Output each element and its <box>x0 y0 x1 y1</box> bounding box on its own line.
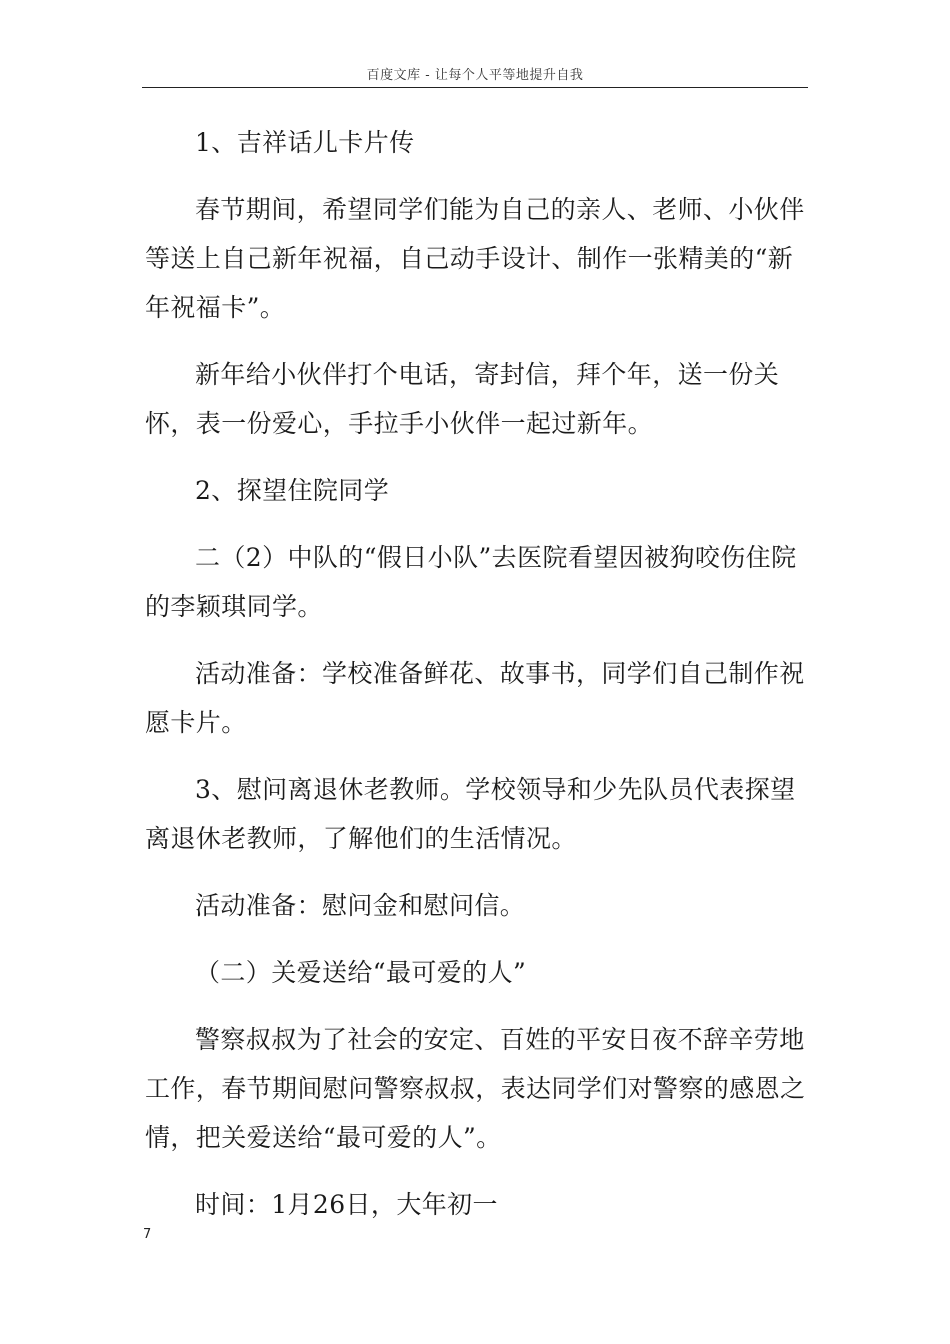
heading-greeting-cards: 1、吉祥话儿卡片传 <box>195 128 415 157</box>
paragraph-call-friends: 新年给小伙伴打个电话，寄封信，拜个年，送一份关怀，表一份爱心，手拉手小伙伴一起过新年。 <box>145 360 780 438</box>
page-number: 7 <box>143 1227 152 1242</box>
document-body <box>145 118 807 1247</box>
section-heading-care: （二）关爱送给“最可爱的人” <box>195 958 527 987</box>
paragraph-activity-prep-1: 活动准备：学校准备鲜花、故事书，同学们自己制作祝愿卡片。 <box>145 659 805 737</box>
heading-visit-hospital: 2、探望住院同学 <box>195 476 390 505</box>
paragraph-holiday-squad: 二（2）中队的“假日小队”去医院看望因被狗咬伤住院的李颖琪同学。 <box>145 543 797 621</box>
page-header: 百度文库 - 让每个人平等地提升自我 <box>366 68 584 83</box>
paragraph-greeting-card-description: 春节期间，希望同学们能为自己的亲人、老师、小伙伴等送上自己新年祝福，自己动手设计、制作一张精美的“新年祝福卡”。 <box>145 195 805 322</box>
paragraph-police: 警察叔叔为了社会的安定、百姓的平安日夜不辞辛劳地工作，春节期间慰问警察叔叔，表达同学们对警察的感恩之情，把关爱送给“最可爱的人”。 <box>145 1025 806 1152</box>
paragraph-time: 时间：1月26日，大年初一 <box>195 1190 498 1219</box>
paragraph-activity-prep-2: 活动准备：慰问金和慰问信。 <box>195 891 526 920</box>
header-divider <box>142 87 808 88</box>
paragraph-retired-teachers: 3、慰问离退休老教师。学校领导和少先队员代表探望离退休老教师，了解他们的生活情况。 <box>145 775 796 853</box>
